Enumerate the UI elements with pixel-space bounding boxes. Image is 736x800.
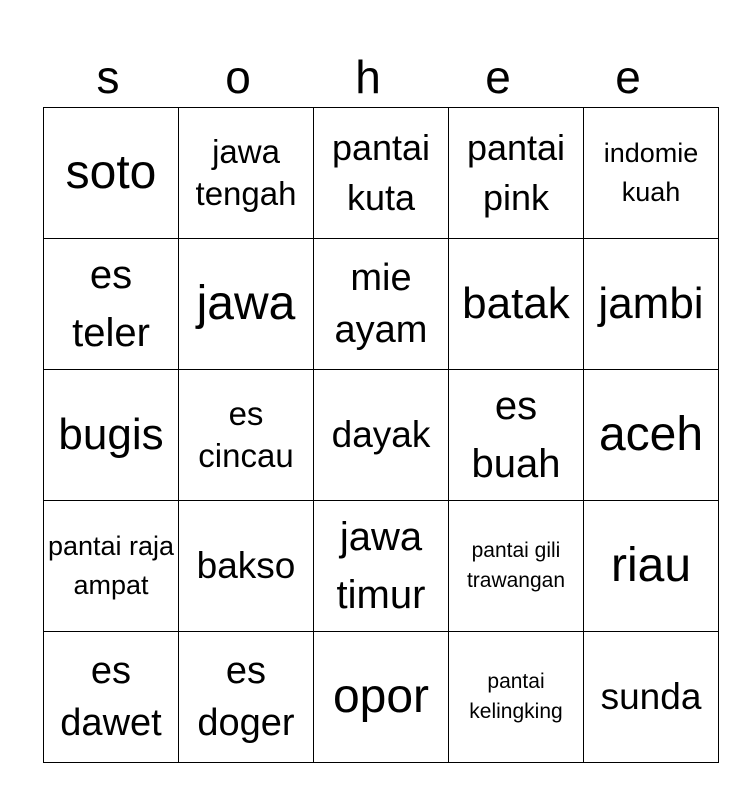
- cell-label: aceh: [598, 408, 704, 461]
- bingo-cell[interactable]: [314, 108, 449, 239]
- cell-label: opor: [332, 670, 430, 723]
- bingo-cell[interactable]: [44, 501, 179, 632]
- bingo-cell[interactable]: [584, 239, 719, 370]
- header-letter-3: h: [355, 51, 381, 103]
- cell-label: es cincau: [198, 395, 294, 474]
- bingo-cell[interactable]: [584, 370, 719, 501]
- cell-label: batak: [462, 279, 570, 328]
- cell-label: jawa timur: [336, 515, 426, 617]
- bingo-cell[interactable]: [314, 239, 449, 370]
- cell-label: es doger: [197, 650, 295, 744]
- cell-label: indomie kuah: [603, 138, 699, 207]
- header-letter-5: e: [615, 51, 641, 103]
- cell-label: soto: [65, 146, 157, 199]
- cell-label: pantai gili trawangan: [466, 539, 566, 592]
- bingo-cell[interactable]: [314, 370, 449, 501]
- cell-label: pantai pink: [466, 127, 566, 218]
- board-row-5: [44, 632, 719, 763]
- bingo-cell[interactable]: [449, 501, 584, 632]
- cell-label: bakso: [196, 545, 296, 586]
- bingo-cell[interactable]: [44, 370, 179, 501]
- cell-label: es teler: [72, 253, 150, 355]
- cell-label: riau: [610, 539, 692, 592]
- bingo-cell[interactable]: [449, 239, 584, 370]
- cell-label: jawa: [196, 277, 296, 330]
- cell-label: pantai kelingking: [469, 670, 563, 723]
- cell-label: pantai kuta: [331, 127, 431, 218]
- header-letter-1: s: [96, 51, 120, 103]
- cell-label: pantai raja ampat: [47, 531, 175, 600]
- bingo-header: [43, 48, 693, 106]
- bingo-cell[interactable]: [449, 108, 584, 239]
- board-row-4: [44, 501, 719, 632]
- header-letter-2: o: [225, 51, 251, 103]
- cell-label: es dawet: [60, 650, 162, 744]
- board-row-1: [44, 108, 719, 239]
- board-row-3: [44, 370, 719, 501]
- bingo-cell[interactable]: [449, 632, 584, 763]
- bingo-cell[interactable]: [584, 108, 719, 239]
- bingo-cell[interactable]: [44, 108, 179, 239]
- cell-label: dayak: [331, 414, 431, 455]
- header-letter-4: e: [485, 51, 511, 103]
- bingo-cell[interactable]: [584, 501, 719, 632]
- bingo-cell[interactable]: [179, 501, 314, 632]
- cell-label: es buah: [471, 384, 561, 486]
- bingo-cell[interactable]: [584, 632, 719, 763]
- bingo-cell[interactable]: [449, 370, 584, 501]
- bingo-cell[interactable]: [314, 501, 449, 632]
- cell-label: bugis: [58, 410, 164, 459]
- bingo-cell[interactable]: [179, 239, 314, 370]
- bingo-board: [43, 107, 719, 763]
- bingo-cell[interactable]: [179, 108, 314, 239]
- bingo-cell[interactable]: [44, 239, 179, 370]
- cell-label: jawa tengah: [195, 133, 297, 212]
- bingo-cell[interactable]: [179, 632, 314, 763]
- bingo-cell[interactable]: [44, 632, 179, 763]
- cell-label: jambi: [598, 279, 704, 328]
- cell-label: mie ayam: [334, 257, 428, 351]
- bingo-cell[interactable]: [314, 632, 449, 763]
- bingo-cell[interactable]: [179, 370, 314, 501]
- cell-label: sunda: [600, 676, 702, 717]
- board-row-2: [44, 239, 719, 370]
